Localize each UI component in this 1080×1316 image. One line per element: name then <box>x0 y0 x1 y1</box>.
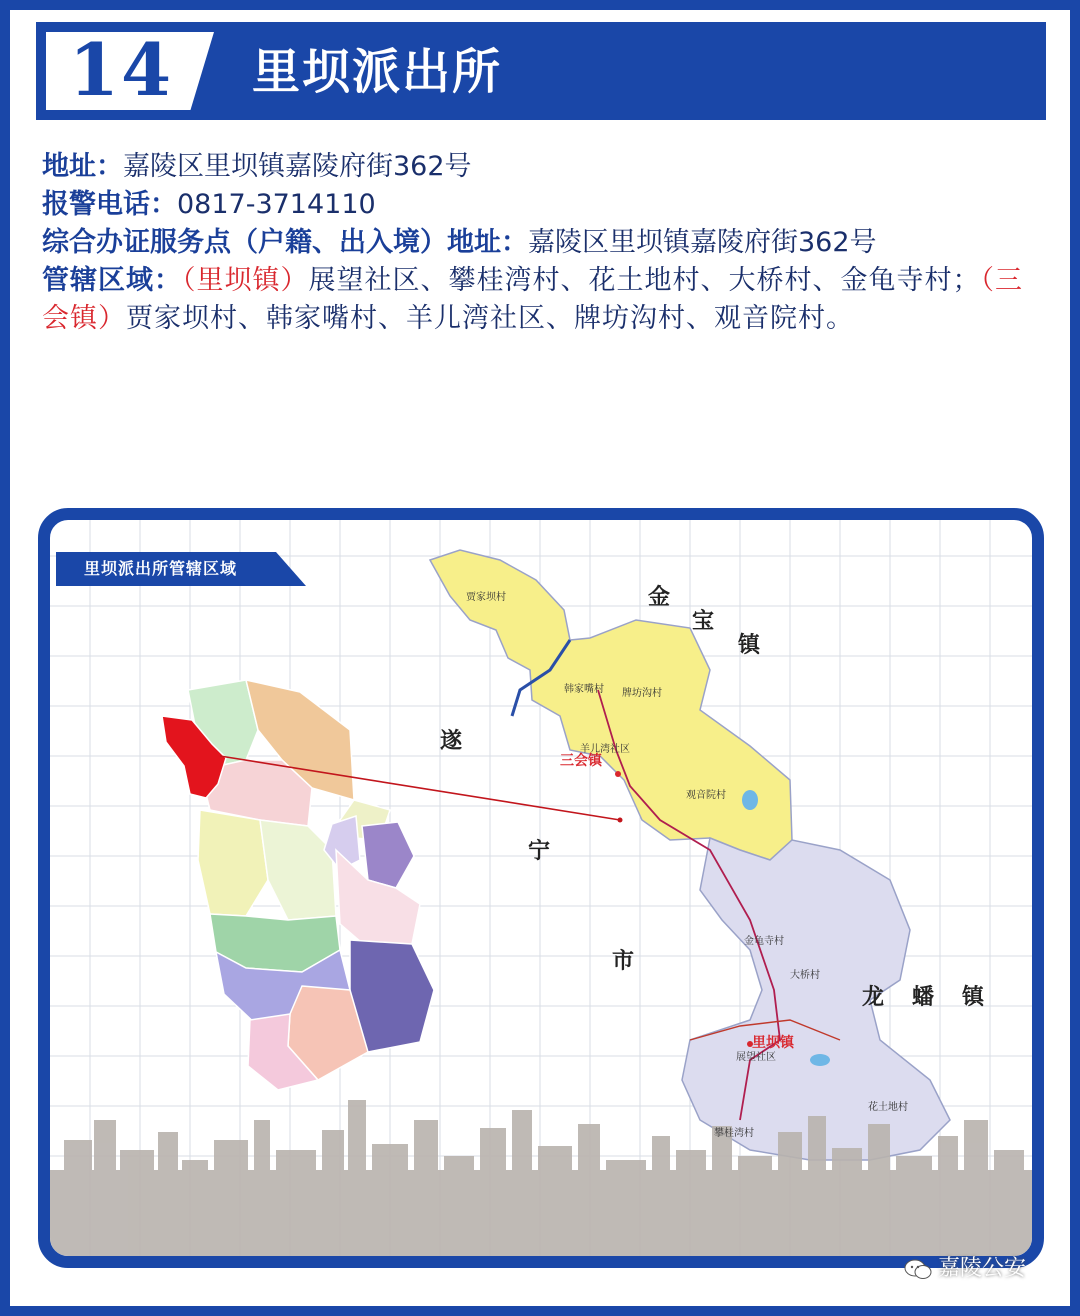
wechat-icon <box>904 1258 932 1280</box>
district-overview-map <box>162 680 434 1090</box>
phone-line <box>42 186 1042 224</box>
neighbor-longpan-3: 镇 <box>962 985 985 1010</box>
neighbor-suining-2: 宁 <box>528 839 551 864</box>
page-title: 里坝派出所 <box>252 44 503 100</box>
village-label: 展望社区 <box>736 1052 776 1063</box>
neighbor-longpan-2: 蟠 <box>912 985 935 1010</box>
address-line <box>42 148 1042 186</box>
neighbor-suining-1: 遂 <box>440 729 463 754</box>
watermark-text: 嘉陵公安 <box>938 1256 1027 1281</box>
address-label: 地址： <box>42 151 123 182</box>
village-label: 花土地村 <box>868 1102 908 1113</box>
neighbor-jinbao-2: 宝 <box>692 609 715 634</box>
area-town1: （里坝镇） <box>182 265 309 296</box>
header-number: 14 <box>68 27 174 112</box>
sanhui-town-marker <box>615 771 621 777</box>
area-town2-villages: 贾家坝村、韩家嘴村、羊儿湾社区、牌坊沟村、观音院村。 <box>126 303 854 334</box>
service-line <box>42 224 1042 262</box>
map-panel <box>38 508 1044 1268</box>
village-label: 大桥村 <box>790 970 820 981</box>
service-label: 综合办证服务点（户籍、出入境）地址： <box>42 227 528 258</box>
pointer-dot <box>618 818 623 823</box>
map-graphic <box>50 520 1032 1256</box>
map-panel-title: 里坝派出所管辖区域 <box>84 559 238 578</box>
village-label: 羊儿湾社区 <box>580 744 630 755</box>
village-label: 牌坊沟村 <box>622 688 662 699</box>
village-label: 韩家嘴村 <box>564 684 604 695</box>
area-line <box>42 262 1042 338</box>
district-region-west <box>198 810 268 916</box>
phone-label: 报警电话： <box>42 189 177 220</box>
liba-town-region <box>682 838 950 1160</box>
neighbor-longpan-1: 龙 <box>862 985 885 1010</box>
village-label: 金龟寺村 <box>744 936 784 947</box>
neighbor-suining-3: 市 <box>612 949 635 974</box>
station-info <box>42 148 1042 338</box>
sanhui-town-label: 三会镇 <box>560 753 602 769</box>
neighbor-jinbao-1: 金 <box>648 585 671 610</box>
service-value: 嘉陵区里坝镇嘉陵府街362号 <box>528 227 877 258</box>
village-label: 观音院村 <box>686 790 726 801</box>
village-label: 贾家坝村 <box>466 592 506 603</box>
district-region-purple-a <box>362 822 414 888</box>
area-town2: （三会镇） <box>42 265 1023 334</box>
neighbor-jinbao-3: 镇 <box>738 633 761 658</box>
reservoir-north <box>742 790 758 810</box>
address-value: 嘉陵区里坝镇嘉陵府街362号 <box>123 151 472 182</box>
village-label: 攀桂湾村 <box>714 1128 754 1139</box>
reservoir-south <box>810 1054 830 1066</box>
area-town1-villages: 展望社区、攀桂湾村、花土地村、大桥村、金龟寺村； <box>308 265 981 296</box>
phone-value: 0817-3714110 <box>177 189 376 220</box>
area-label: 管辖区域： <box>42 265 182 296</box>
liba-town-label: 里坝镇 <box>752 1035 794 1051</box>
district-region-middle <box>260 820 336 920</box>
